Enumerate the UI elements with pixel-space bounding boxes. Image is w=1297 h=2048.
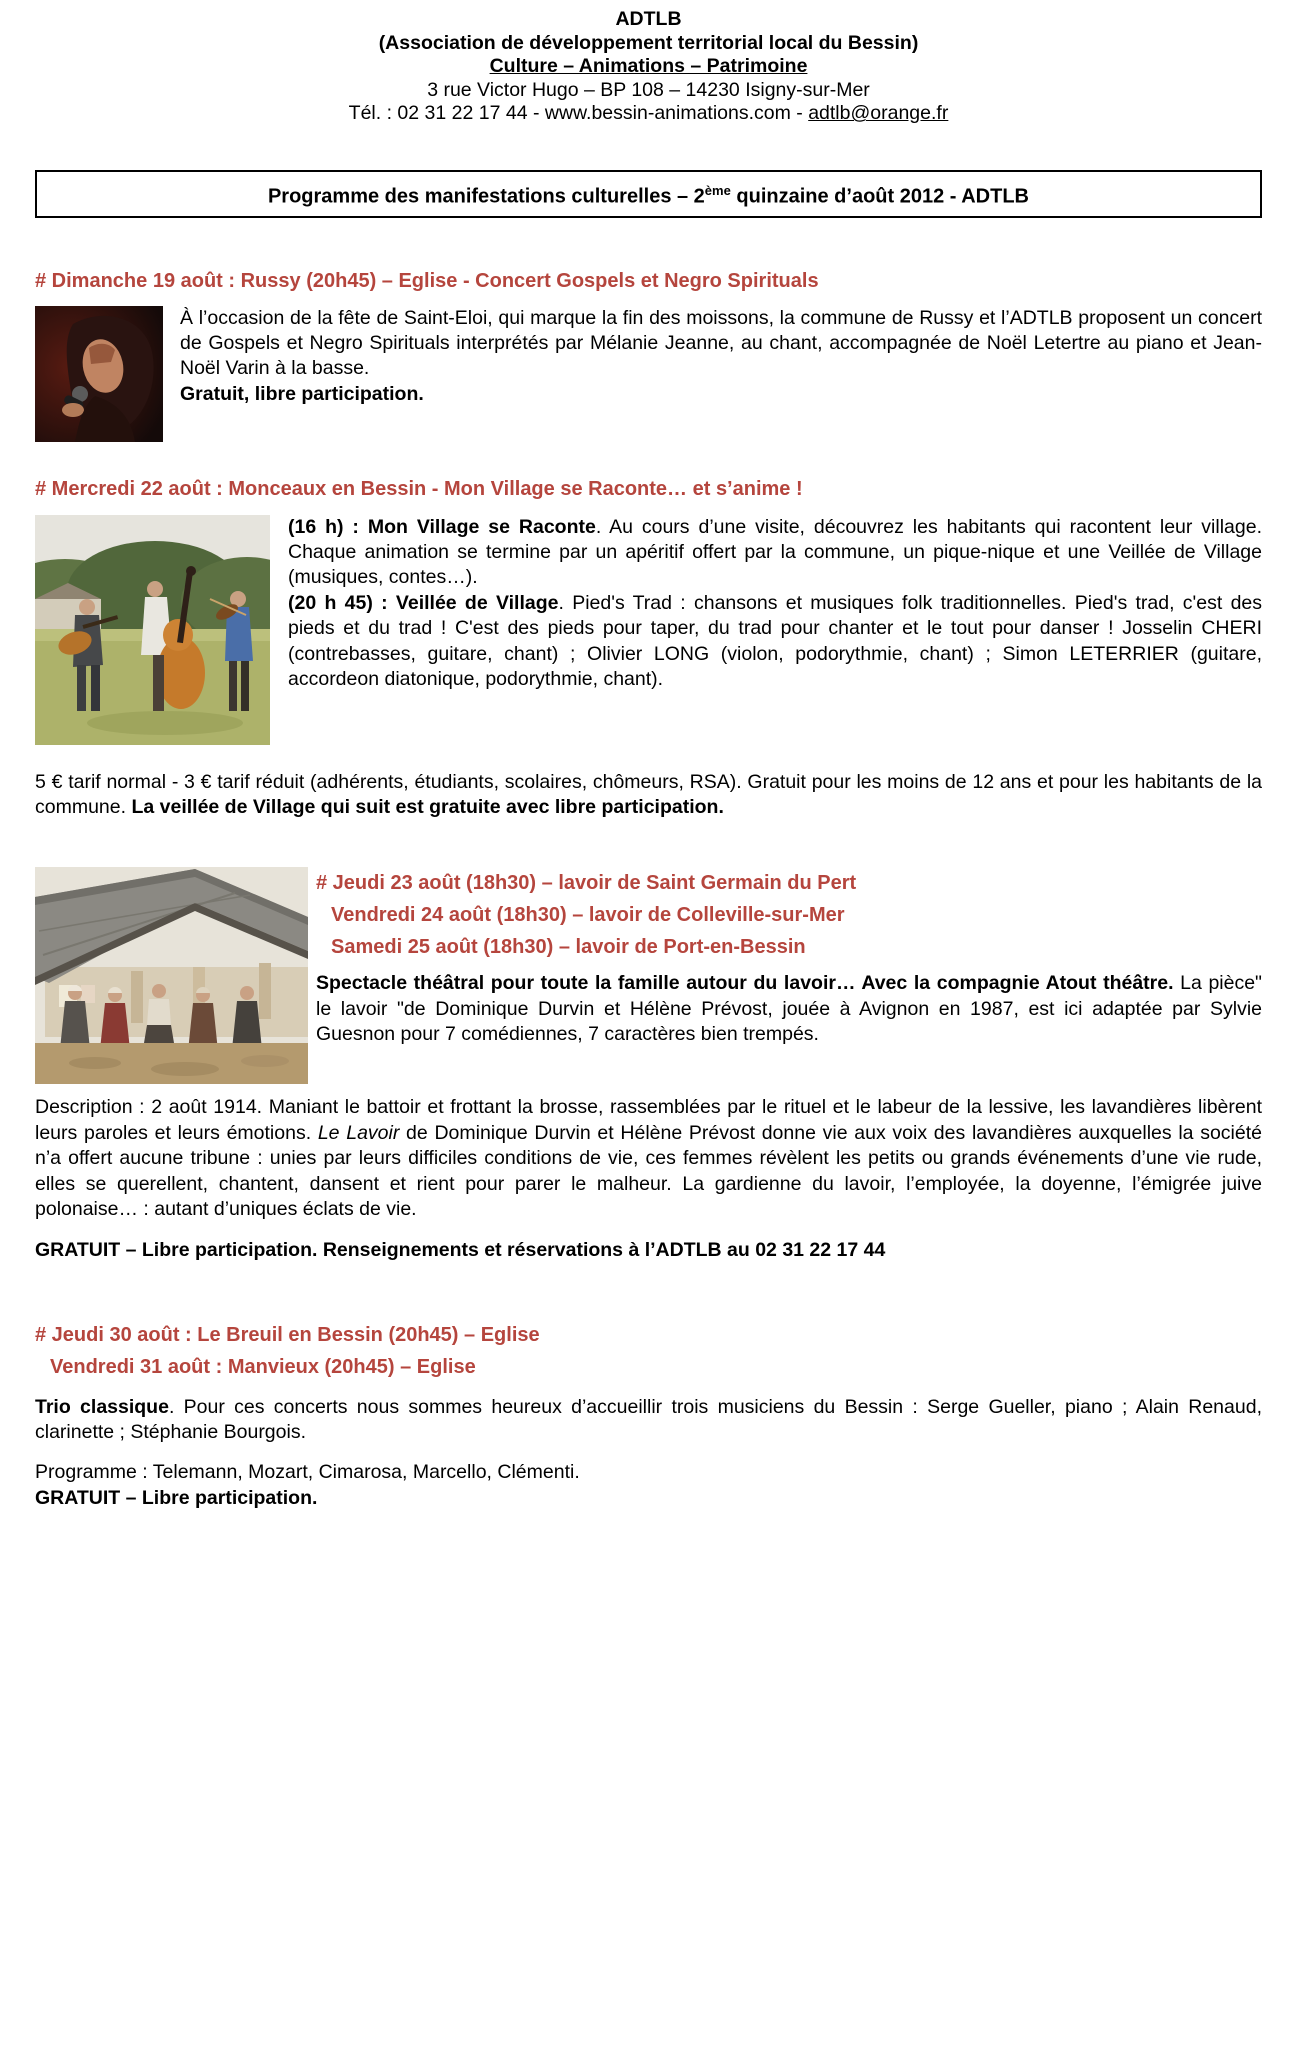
musicians-photo — [35, 515, 270, 745]
description-title-italic: Le Lavoir — [317, 1121, 400, 1144]
trio-rest: . Pour ces concerts nous sommes heureux d’accueillir trois musiciens du Bessin : Serge Gueller, piano ; Alain Renaud, clarinette ; Stéphanie Bourgois. — [35, 1395, 1262, 1444]
trio-date-1: # Jeudi 30 août : Le Breuil en Bessin (20h45) – Eglise — [35, 1323, 540, 1346]
section-gospel-note: Gratuit, libre participation. — [180, 382, 424, 405]
section-village-paragraphs — [288, 515, 1262, 693]
village-time2: (20 h 45) : Veillée de Village — [288, 591, 559, 614]
section-gospel-heading: # Dimanche 19 août : Russy (20h45) – Eglise - Concert Gospels et Negro Spirituals — [35, 269, 819, 292]
gratuit-reservations-line: GRATUIT – Libre participation. Renseignements et réservations à l’ADTLB au 02 31 22 17 44 — [35, 1239, 886, 1262]
lavoir-intro-bold: Spectacle théâtral pour toute la famille autour du lavoir… Avec la compagnie Atout théâtre. — [316, 972, 1174, 995]
lavoir-description — [35, 1095, 1262, 1222]
trio-bold: Trio classique — [35, 1395, 169, 1418]
description-part2: de Dominique Durvin et Hélène Prévost donne vie aux voix des lavandières auxquelles la société n’a offert aucune tribune : unies par leurs difficiles conditions de vie, ces femmes révèlent les petits ou grands événements d’une vie rude, elles se querellent, chantent, dansent et rient pour parer le malheur. La gardienne du lavoir, l’employée, la doyenne, l’émigrée juive polonaise… : autant d’uniques éclats de vie. — [35, 1121, 1262, 1221]
section-village-row — [35, 515, 1262, 745]
org-subtitle: (Association de développement territorial local du Bessin) — [378, 31, 919, 54]
org-contact-prefix: Tél. : 02 31 22 17 44 - www.bessin-animations.com - — [348, 102, 809, 125]
lavoir-date-2: Vendredi 24 août (18h30) – lavoir de Colleville-sur-Mer — [331, 904, 845, 927]
email-link[interactable]: adtlb@orange.fr — [808, 102, 949, 125]
section-gospel-row — [35, 306, 1262, 442]
description-part1: Description : 2 août 1914. Maniant le battoir et frottant la brosse, rassemblées par le rituel et le labeur de la lessive, les lavandières libèrent leurs paroles et leurs émotions. — [35, 1096, 1262, 1144]
trio-paragraph — [35, 1395, 1262, 1446]
lavoir-date-1: # Jeudi 23 août (18h30) – lavoir de Saint Germain du Pert — [316, 872, 857, 895]
village-p2: . Pied's Trad : chansons et musiques folk traditionnelles. Pied's trad, c'est des pieds et du trad ! C'est des pieds pour taper, du trad pour chanter et le tout pour danser ! Josselin CHERI (contrebasses, guitare, chant) ; Olivier LONG (violon, podorythmie, chant) ; Simon LETERRIER (guitare, accordeon diatonique, podorythmie, chant). — [288, 591, 1263, 691]
org-address: 3 rue Victor Hugo – BP 108 – 14230 Isigny-sur-Mer — [427, 78, 870, 101]
singer-photo — [35, 306, 163, 442]
lavoir-intro-rest: La pièce" le lavoir "de Dominique Durvin et Hélène Prévost, jouée à Avignon en 1987, est ici adaptée par Sylvie Guesnon pour 7 comédiennes, 7 caractères bien trempés. — [316, 972, 1262, 1046]
lavoir-photo — [35, 867, 308, 1084]
trio-date-2: Vendredi 31 août : Manvieux (20h45) – Eglise — [50, 1355, 476, 1378]
village-time1: (16 h) : Mon Village se Raconte — [288, 515, 596, 538]
section-gospel-text — [180, 306, 1262, 408]
section-lavoir-text — [316, 867, 1262, 1047]
org-name: ADTLB — [615, 8, 682, 30]
program-title-box — [35, 170, 1262, 218]
program-title-part2: quinzaine d’août 2012 - ADTLB — [730, 185, 1030, 208]
program-title-part1: Programme des manifestations culturelles – 2 — [267, 185, 705, 208]
program-title-superscript: ème — [704, 182, 731, 198]
section-village-heading: # Mercredi 22 août : Monceaux en Bessin - Mon Village se Raconte… et s’anime ! — [35, 477, 803, 500]
pricing-normal: 5 € tarif normal - 3 € tarif réduit (adhérents, étudiants, scolaires, chômeurs, RSA). Gratuit pour les moins de 12 ans et pour les habitants de la commune. — [35, 770, 1262, 819]
village-p1: . Au cours d’une visite, découvrez les habitants qui racontent leur village. Chaque animation se termine par un apéritif offert par la commune, un pique-nique et une Veillée de Village (musiques, contes…). — [288, 515, 1262, 589]
lavoir-intro — [316, 971, 1262, 1047]
letterhead — [35, 8, 1262, 126]
org-contact-line — [35, 102, 1262, 126]
programme-line: Programme : Telemann, Mozart, Cimarosa, Marcello, Clémenti. — [35, 1460, 580, 1483]
org-tagline: Culture – Animations – Patrimoine — [489, 55, 808, 78]
section-village-text — [288, 515, 1262, 693]
lavoir-date-3: Samedi 25 août (18h30) – lavoir de Port-en-Bessin — [331, 936, 806, 959]
section-lavoir-row — [35, 867, 1262, 1084]
gratuit-final-line: GRATUIT – Libre participation. — [35, 1487, 318, 1510]
section-gospel-body-text: À l’occasion de la fête de Saint-Eloi, qui marque la fin des moissons, la commune de Russy et l’ADTLB proposent un concert de Gospels et Negro Spirituals interprétés par Mélanie Jeanne, au chant, accompagnée de Noël Letertre au piano et Jean-Noël Varin à la basse. — [180, 306, 1262, 380]
section-gospel-body — [180, 306, 1262, 382]
pricing-paragraph — [35, 770, 1262, 821]
pricing-bold: La veillée de Village qui suit est gratuite avec libre participation. — [131, 796, 724, 819]
